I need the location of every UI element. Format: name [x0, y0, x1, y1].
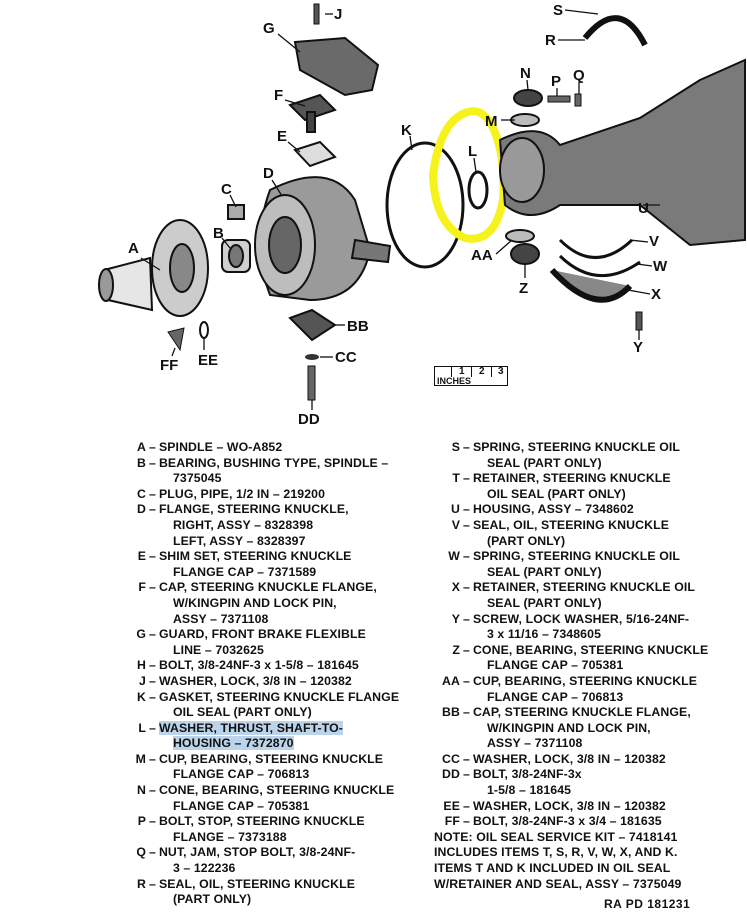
- legend-entry-m: M – CUP, BEARING, STEERING KNUCKLE FLANGE CAP – 706813: [116, 752, 416, 783]
- legend-line: SEAL (PART ONLY): [486, 595, 602, 610]
- legend-line: SPRING, STEERING KNUCKLE OIL: [472, 549, 681, 564]
- scale-mark-2: 2: [479, 366, 485, 377]
- legend-line: SEAL (PART ONLY): [486, 564, 602, 579]
- legend-code: Z: [452, 642, 460, 657]
- callout-w: W: [653, 258, 668, 275]
- callout-y: Y: [633, 339, 644, 356]
- spindle-part: [99, 220, 208, 316]
- legend-line: ASSY – 7371108: [486, 736, 583, 751]
- legend-entry-k: K – GASKET, STEERING KNUCKLE FLANGE OIL SEAL (PART ONLY): [116, 690, 416, 721]
- legend-code: J: [139, 673, 146, 688]
- legend-entry-p: P – BOLT, STOP, STEERING KNUCKLE FLANGE – 7373188: [116, 814, 416, 845]
- legend-line: CONE, BEARING, STEERING KNUCKLE: [158, 783, 395, 798]
- legend-code: AA: [442, 673, 460, 688]
- legend-line: OIL SEAL (PART ONLY): [486, 486, 626, 501]
- scale-unit: INCHES: [437, 376, 472, 386]
- legend-line: SPINDLE – WO-A852: [158, 440, 283, 454]
- legend-line: (PART ONLY): [486, 533, 566, 548]
- callout-dd: DD: [298, 411, 320, 428]
- legend-line: FLANGE, STEERING KNUCKLE,: [158, 502, 349, 517]
- legend-code: X: [451, 580, 460, 595]
- legend-line: WASHER, LOCK, 3/8 IN – 120382: [472, 798, 666, 813]
- seal-upper-part: [585, 18, 645, 45]
- callout-c: C: [221, 181, 232, 198]
- legend-line: BEARING, BUSHING TYPE, SPINDLE –: [158, 455, 389, 470]
- legend-line: GASKET, STEERING KNUCKLE FLANGE: [158, 689, 400, 704]
- callout-cc: CC: [335, 349, 357, 366]
- callout-ee: EE: [198, 352, 219, 369]
- gasket-part: [387, 143, 463, 267]
- brake-guard-part: [295, 38, 378, 95]
- legend-entry-f: F – CAP, STEERING KNUCKLE FLANGE, W/KINGPIN AND LOCK PIN, ASSY – 7371108: [116, 580, 416, 627]
- oil-seal-note: [434, 830, 738, 892]
- legend-code: N: [137, 783, 146, 798]
- legend-line: BOLT, 3/8-24NF-3 x 1-5/8 – 181645: [158, 658, 359, 673]
- callout-x: X: [651, 286, 662, 303]
- callout-a: A: [128, 240, 139, 257]
- legend-line: NUT, JAM, STOP BOLT, 3/8-24NF-: [158, 845, 356, 860]
- callout-j: J: [334, 6, 343, 23]
- legend-line: CONE, BEARING, STEERING KNUCKLE: [472, 642, 709, 657]
- callout-b: B: [213, 225, 224, 242]
- legend-line: RETAINER, STEERING KNUCKLE: [472, 471, 671, 486]
- callout-l: L: [468, 143, 478, 160]
- legend-line: ASSY – 7371108: [172, 611, 269, 626]
- callout-v: V: [649, 233, 660, 250]
- legend-line: CUP, BEARING, STEERING KNUCKLE: [472, 673, 698, 688]
- legend-line: FLANGE CAP – 705381: [172, 798, 310, 813]
- legend-line: SEAL (PART ONLY): [486, 455, 602, 470]
- legend-code: B: [137, 455, 146, 470]
- legend-line: SCREW, LOCK WASHER, 5/16-24NF-: [472, 611, 690, 626]
- legend-code: Q: [136, 845, 146, 860]
- legend-code: W: [448, 549, 460, 564]
- legend-line: HOUSING – 7372870: [172, 736, 294, 751]
- housing-part: [500, 60, 745, 245]
- callout-f: F: [274, 87, 284, 104]
- callout-r: R: [545, 32, 556, 49]
- legend-entry-v: V – SEAL, OIL, STEERING KNUCKLE (PART ONLY): [408, 518, 738, 549]
- note-line: W/RETAINER AND SEAL, ASSY – 7375049: [434, 876, 682, 891]
- callout-k: K: [401, 122, 412, 139]
- legend-entry-j: J – WASHER, LOCK, 3/8 IN – 120382: [116, 674, 416, 690]
- thrust-washer-part: [469, 172, 487, 208]
- legend-entry-aa: AA – CUP, BEARING, STEERING KNUCKLE FLANGE CAP – 706813: [408, 674, 738, 705]
- washer-cc-part: [305, 354, 319, 360]
- legend-code: A: [137, 440, 146, 454]
- stop-bolt-part: [548, 96, 570, 102]
- callout-m: M: [485, 113, 498, 130]
- screw-y-part: [636, 312, 642, 330]
- shim-part: [295, 142, 335, 166]
- legend-line: W/KINGPIN AND LOCK PIN,: [486, 720, 651, 735]
- knuckle-flange-part: [255, 177, 390, 300]
- legend-entry-s: S – SPRING, STEERING KNUCKLE OIL SEAL (PART ONLY): [408, 440, 738, 471]
- legend-line: SEAL, OIL, STEERING KNUCKLE: [158, 876, 355, 891]
- legend-line: CAP, STEERING KNUCKLE FLANGE,: [158, 580, 377, 595]
- legend-line: BOLT, 3/8-24NF-3 x 3/4 – 181635: [472, 814, 662, 829]
- legend-line: GUARD, FRONT BRAKE FLEXIBLE: [158, 627, 366, 642]
- legend-code: L: [138, 720, 146, 735]
- legend-entry-b: B – BEARING, BUSHING TYPE, SPINDLE – 7375045: [116, 456, 416, 487]
- cap-bb-part: [290, 310, 335, 340]
- legend-entry-ee: EE – WASHER, LOCK, 3/8 IN – 120382: [408, 799, 738, 815]
- legend-line: HOUSING, ASSY – 7348602: [472, 502, 634, 517]
- note-line: NOTE: OIL SEAL SERVICE KIT – 7418141: [434, 829, 678, 844]
- bearing-cup-aa-part: [506, 230, 534, 242]
- legend-code: D: [137, 502, 146, 517]
- legend-code: Y: [451, 611, 460, 626]
- legend-code: K: [137, 689, 146, 704]
- bolt-j-part: [314, 4, 319, 24]
- parts-legend-left: [116, 440, 416, 908]
- legend-code: G: [136, 627, 146, 642]
- callout-n: N: [520, 65, 531, 82]
- legend-entry-y: Y – SCREW, LOCK WASHER, 5/16-24NF- 3 x 11/16 – 7348605: [408, 612, 738, 643]
- legend-line: WASHER, THRUST, SHAFT-TO-: [158, 720, 343, 735]
- inches-scale: [434, 366, 508, 386]
- legend-line: FLANGE CAP – 706813: [486, 689, 624, 704]
- legend-code: EE: [443, 798, 460, 813]
- note-line: INCLUDES ITEMS T, S, R, V, W, X, AND K.: [434, 845, 678, 860]
- bearing-cone-z-part: [511, 244, 539, 264]
- pipe-plug-part: [228, 205, 244, 219]
- callout-bb: BB: [347, 318, 369, 335]
- legend-line: 1-5/8 – 181645: [486, 783, 572, 798]
- callout-d: D: [263, 165, 274, 182]
- legend-line: 3 – 122236: [172, 861, 236, 876]
- callout-ff: FF: [160, 357, 179, 374]
- legend-entry-x: X – RETAINER, STEERING KNUCKLE OIL SEAL (PART ONLY): [408, 580, 738, 611]
- seal-lower-v-part: [560, 240, 632, 258]
- legend-entry-h: H – BOLT, 3/8-24NF-3 x 1-5/8 – 181645: [116, 658, 416, 674]
- scale-mark-1: 1: [459, 366, 465, 377]
- legend-line: CAP, STEERING KNUCKLE FLANGE,: [472, 705, 691, 720]
- callout-p: P: [551, 73, 562, 90]
- legend-line: FLANGE CAP – 7371589: [172, 564, 317, 579]
- legend-entry-g: G – GUARD, FRONT BRAKE FLEXIBLE LINE – 7032625: [116, 627, 416, 658]
- legend-line: FLANGE CAP – 706813: [172, 767, 310, 782]
- callout-u: U: [638, 200, 649, 217]
- legend-line: SEAL, OIL, STEERING KNUCKLE: [472, 517, 669, 532]
- callout-s: S: [553, 2, 564, 19]
- legend-entry-q: Q – NUT, JAM, STOP BOLT, 3/8-24NF- 3 – 122236: [116, 845, 416, 876]
- legend-code: C: [137, 486, 146, 501]
- callout-z: Z: [519, 280, 529, 297]
- legend-code: H: [137, 658, 146, 673]
- legend-line: 3 x 11/16 – 7348605: [486, 627, 602, 642]
- legend-line: CUP, BEARING, STEERING KNUCKLE: [158, 751, 384, 766]
- legend-line: 7375045: [172, 471, 222, 486]
- legend-entry-t: T – RETAINER, STEERING KNUCKLE OIL SEAL (PART ONLY): [408, 471, 738, 502]
- legend-code: E: [137, 549, 146, 564]
- legend-entry-w: W – SPRING, STEERING KNUCKLE OIL SEAL (PART ONLY): [408, 549, 738, 580]
- figure-code: RA PD 181231: [604, 897, 691, 911]
- legend-line: W/KINGPIN AND LOCK PIN,: [172, 595, 337, 610]
- legend-line: BOLT, 3/8-24NF-3x: [472, 767, 582, 782]
- legend-entry-ff: FF – BOLT, 3/8-24NF-3 x 3/4 – 181635: [408, 814, 738, 830]
- legend-line: RETAINER, STEERING KNUCKLE OIL: [472, 580, 696, 595]
- scale-mark-3: 3: [498, 366, 504, 377]
- parts-legend-right: [408, 440, 738, 892]
- legend-line: (PART ONLY): [172, 892, 252, 907]
- legend-code: F: [138, 580, 146, 595]
- callout-e: E: [277, 128, 288, 145]
- legend-code: BB: [442, 705, 460, 720]
- bolt-ff-part: [168, 328, 184, 350]
- seal-lower-w-part: [560, 256, 640, 276]
- legend-line: PLUG, PIPE, 1/2 IN – 219200: [158, 486, 326, 501]
- bearing-cup-m-part: [511, 114, 539, 126]
- legend-entry-bb: BB – CAP, STEERING KNUCKLE FLANGE, W/KINGPIN AND LOCK PIN, ASSY – 7371108: [408, 705, 738, 752]
- legend-code: CC: [442, 751, 460, 766]
- legend-entry-u: U – HOUSING, ASSY – 7348602: [408, 502, 738, 518]
- legend-line: BOLT, STOP, STEERING KNUCKLE: [158, 814, 365, 829]
- legend-entry-dd: DD – BOLT, 3/8-24NF-3x 1-5/8 – 181645: [408, 767, 738, 798]
- legend-line: OIL SEAL (PART ONLY): [172, 705, 312, 720]
- legend-code: M: [135, 751, 146, 766]
- callout-q: Q: [573, 67, 585, 84]
- legend-line: WASHER, LOCK, 3/8 IN – 120382: [472, 751, 666, 766]
- legend-code: S: [451, 440, 460, 454]
- flange-cap-part: [290, 95, 335, 132]
- legend-code: T: [452, 471, 460, 486]
- legend-line: FLANGE CAP – 705381: [486, 658, 624, 673]
- legend-line: SHIM SET, STEERING KNUCKLE: [158, 549, 352, 564]
- callout-g: G: [263, 20, 275, 37]
- legend-entry-e: E – SHIM SET, STEERING KNUCKLE FLANGE CAP – 7371589: [116, 549, 416, 580]
- legend-code: V: [451, 517, 460, 532]
- bearing-cone-n-part: [514, 90, 542, 106]
- legend-code: U: [451, 502, 460, 517]
- legend-code: P: [137, 814, 146, 829]
- legend-entry-n: N – CONE, BEARING, STEERING KNUCKLE FLANGE CAP – 705381: [116, 783, 416, 814]
- legend-line: RIGHT, ASSY – 8328398: [172, 517, 314, 532]
- note-line: ITEMS T AND K INCLUDED IN OIL SEAL: [434, 861, 671, 876]
- legend-code: R: [137, 876, 146, 891]
- legend-line: LINE – 7032625: [172, 642, 264, 657]
- legend-entry-d: D – FLANGE, STEERING KNUCKLE, RIGHT, ASSY – 8328398 LEFT, ASSY – 8328397: [116, 502, 416, 549]
- legend-entry-cc: CC – WASHER, LOCK, 3/8 IN – 120382: [408, 752, 738, 768]
- legend-code: DD: [442, 767, 460, 782]
- legend-entry-r: R – SEAL, OIL, STEERING KNUCKLE (PART ONLY): [116, 877, 416, 908]
- legend-entry-z: Z – CONE, BEARING, STEERING KNUCKLE FLANGE CAP – 705381: [408, 643, 738, 674]
- exploded-parts-diagram: [0, 0, 747, 440]
- jam-nut-part: [575, 94, 581, 106]
- bushing-part: [222, 240, 250, 272]
- washer-ee-part: [200, 322, 208, 338]
- legend-line: SPRING, STEERING KNUCKLE OIL: [472, 440, 681, 454]
- legend-entry-c: C – PLUG, PIPE, 1/2 IN – 219200: [116, 487, 416, 503]
- legend-code: FF: [444, 814, 460, 829]
- legend-line: LEFT, ASSY – 8328397: [172, 533, 306, 548]
- highlight-circle: [433, 111, 503, 239]
- legend-entry-a: A – SPINDLE – WO-A852: [116, 440, 416, 456]
- legend-line: WASHER, LOCK, 3/8 IN – 120382: [158, 673, 352, 688]
- bolt-dd-part: [308, 366, 315, 400]
- legend-line: FLANGE – 7373188: [172, 829, 287, 844]
- callout-aa: AA: [471, 247, 493, 264]
- legend-entry-l: L – WASHER, THRUST, SHAFT-TO- HOUSING – 7372870: [116, 721, 416, 752]
